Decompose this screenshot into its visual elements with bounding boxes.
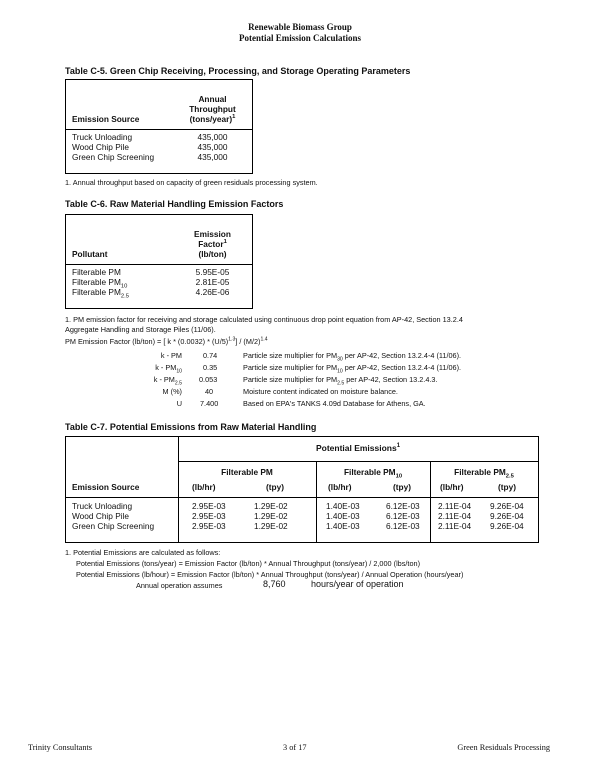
unit-label: (lb/hr) bbox=[328, 482, 352, 492]
table-c6 bbox=[65, 214, 253, 309]
table-row: Filterable $PM_{10}$ 2.81E-05 bbox=[72, 277, 230, 290]
table-row: Truck Unloading 2.95E-03 1.29E-02 1.40E-03 6.12E-03 2.11E-04 9.26E-04 bbox=[72, 501, 524, 511]
c6-col-pollutant: Pollutant bbox=[72, 249, 108, 259]
assume-unit: hours/year of operation bbox=[311, 579, 404, 589]
footer-left: Trinity Consultants bbox=[28, 743, 93, 752]
param-row: U 7.400 Based on EPA's TANKS 4.09d Database for Athens, GA. bbox=[176, 399, 426, 408]
divider bbox=[66, 264, 252, 265]
table-c5 bbox=[65, 79, 253, 174]
assume-label: Annual operation assumes bbox=[136, 581, 223, 590]
c6-col-factor: Emission Factor$^1$ (lb/ton) bbox=[194, 229, 231, 259]
c7-col-pm: Filterable PM bbox=[221, 467, 273, 477]
pm-equation: PM Emission Factor (lb/ton) = [ k * $(0.0032) * (U/5)^{1.3}] / (M/2)^{1.4}$ bbox=[65, 336, 268, 346]
unit-label: (tpy) bbox=[266, 482, 284, 492]
c7-group-header: Potential Emissions$^1$ bbox=[315, 443, 401, 453]
table-row: Green Chip Screening 2.95E-03 1.29E-02 1.40E-03 6.12E-03 2.11E-04 9.26E-04 bbox=[72, 521, 524, 531]
table-c7-note-2: Potential Emissions (tons/year) = Emission Factor (lb/ton) * Annual Throughput (tons/year) / 2,000 (lbs/ton) bbox=[76, 559, 420, 568]
param-row: k - PM 0.74 Particle size multiplier for $PM_{30}$ per AP-42, Section 13.2.4-4 (11/06). bbox=[160, 351, 462, 363]
header-title: Potential Emission Calculations bbox=[238, 33, 361, 43]
param-row: M (%) 40 Moisture content indicated on moisture balance. bbox=[162, 387, 398, 396]
divider bbox=[66, 129, 252, 130]
table-c6-note-2: Aggregate Handling and Storage Piles (11/06). bbox=[65, 325, 216, 334]
unit-label: (tpy) bbox=[498, 482, 516, 492]
c5-col-throughput: Annual Throughput (tons/year)$^1$ bbox=[189, 94, 236, 124]
footer-page: 3 of 17 bbox=[283, 743, 307, 752]
c7-col-source: Emission Source bbox=[72, 482, 140, 492]
c7-col-pm25: Filterable $PM_{2.5}$ bbox=[454, 467, 514, 480]
table-row: Filterable $PM_{2.5}$ 4.26E-06 bbox=[72, 287, 230, 300]
footer-right: Green Residuals Processing bbox=[457, 743, 550, 752]
unit-label: (lb/hr) bbox=[440, 482, 464, 492]
assume-value: 8,760 bbox=[263, 579, 286, 589]
param-row: k - $PM_{2.5}$ 0.053 Particle size multiplier for $PM_{2.5}$ per AP-42, Section 13.2.4.3. bbox=[153, 375, 438, 387]
param-row: k - $PM_{10}$ 0.35 Particle size multiplier for $PM_{10}$ per AP-42, Section 13.2.4-4 (11/06). bbox=[155, 363, 462, 375]
table-row: Green Chip Screening 435,000 bbox=[72, 152, 228, 162]
header-org: Renewable Biomass Group bbox=[248, 22, 352, 32]
table-c5-note: 1. Annual throughput based on capacity of green residuals processing system. bbox=[65, 178, 318, 187]
unit-label: (lb/hr) bbox=[192, 482, 216, 492]
param-list bbox=[0, 351, 600, 411]
table-c7 bbox=[65, 436, 539, 543]
table-c7-note-3: Potential Emissions (lb/hour) = Emission Factor (lb/ton) * Annual Throughput (tons/year) / Annual Operation (hours/year) bbox=[76, 570, 464, 579]
unit-label: (tpy) bbox=[393, 482, 411, 492]
table-row: Wood Chip Pile 435,000 bbox=[72, 142, 228, 152]
table-row: Wood Chip Pile 2.95E-03 1.29E-02 1.40E-03 6.12E-03 2.11E-04 9.26E-04 bbox=[72, 511, 524, 521]
table-c7-caption: Table C-7. Potential Emissions from Raw Material Handling bbox=[65, 422, 317, 432]
table-c6-note-1: 1. PM emission factor for receiving and storage calculated using continuous drop point equation from AP-42, Section 13.2.4 bbox=[65, 315, 463, 324]
table-c6-caption: Table C-6. Raw Material Handling Emission Factors bbox=[65, 199, 284, 209]
table-c7-note-1: 1. Potential Emissions are calculated as follows: bbox=[65, 548, 221, 557]
c7-col-pm10: Filterable $PM_{10}$ bbox=[343, 467, 403, 480]
table-row: Filterable PM 5.95E-05 bbox=[72, 267, 230, 277]
c5-col-source: Emission Source bbox=[72, 114, 140, 124]
table-c5-caption: Table C-5. Green Chip Receiving, Processing, and Storage Operating Parameters bbox=[65, 66, 411, 76]
table-row: Truck Unloading 435,000 bbox=[72, 132, 228, 142]
